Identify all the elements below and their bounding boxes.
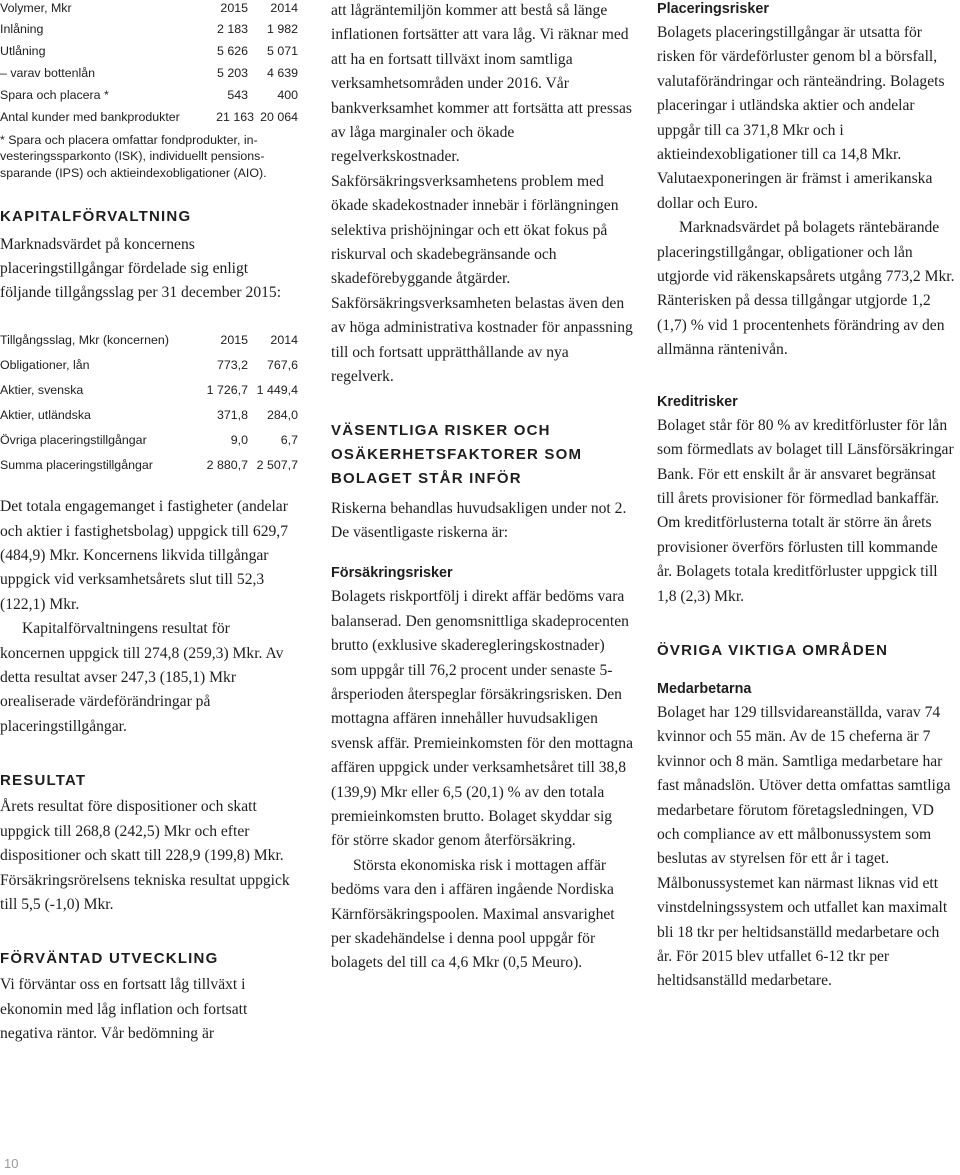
risker-paragraph: Riskerna behandlas huvudsakligen under not 2. De väsentligaste riskerna är: — [331, 499, 627, 541]
forvantad-paragraph: Vi förväntar oss en fortsatt låg tillväxt i ekonomin med låg inflation och fortsatt negativa räntor. Vår bedömning är — [0, 976, 248, 1043]
table-cell: Övriga placeringstillgångar — [0, 432, 147, 447]
table-header-cell: Volymer, Mkr — [0, 0, 72, 15]
kap-intro-paragraph: Marknadsvärdet på koncernens placeringstillgångar fördelade sig enligt följande tillgångsslag per 31 december 2015: — [0, 236, 282, 302]
kap-paragraph-1: Det totala engagemanget i fastigheter (andelar och aktier i fastighetsbolag) uppgick till 629,7 (484,9) Mkr. Koncernens likvida tillgångar uppgick vid verksamhetsårets slut till 52,3 (122,1) Mkr. — [0, 498, 288, 613]
table-row — [0, 402, 298, 427]
page-number: 10 — [4, 1156, 19, 1171]
subheading-kreditrisker: Kreditrisker — [657, 393, 738, 410]
table-cell: 21 163 — [216, 110, 254, 124]
table-cell: 2 183 — [216, 22, 248, 36]
table-cell: 9,0 — [230, 432, 248, 447]
kap-paragraph-2: Kapitalförvaltningens resultat för koncernen uppgick till 274,8 (259,3) Mkr. Av detta resultat avser 247,3 (185,1) Mkr orealiserade värdeförändringar på placeringstillgångar. — [0, 620, 284, 735]
footnote-line: * Spara och placera omfattar fondprodukter, in- — [0, 133, 258, 147]
table-cell: 5 626 — [216, 44, 248, 58]
table-row — [0, 18, 298, 40]
table-cell: 767,6 — [266, 357, 298, 372]
table-cell: 1 726,7 — [206, 382, 248, 397]
subheading-placeringsrisker: Placeringsrisker — [657, 1, 769, 17]
table-cell: 5 071 — [266, 44, 298, 58]
table-cell: Obligationer, lån — [0, 357, 90, 372]
table-header-cell: 2015 — [220, 0, 248, 15]
footnote — [0, 132, 298, 181]
table-row-total — [0, 452, 298, 477]
continued-paragraph: att lågräntemiljön kommer att bestå så länge inflationen fortsätter att vara låg. Vi räknar med att ha en fortsatt tillväxt inom samtliga verksamhetsområden under 2016. Vår bankverksamhet kommer att fortsätta att pressas av låga marginaler och ökade regelverkskostnader. Sakförsäkringsverksamhetens problem med ökade skadekostnader innebär i förlängningen selektiva prishöjningar och ett ökat fokus på riskurval och skadebegränsande och skadeförebyggande åtgärder. Sakförsäkringsverksamheten belastas även den av höga administrativa kostnader för anpassning till och fortsatt upprätthållande av nya regelverk. — [331, 2, 633, 386]
medarbetarna-paragraph: Bolaget har 129 tillsvidareanställda, varav 74 kvinnor och 55 män. Av de 15 cheferna är 7 kvinnor och 8 män. Samtliga medarbetare har fast månadslön. Utöver detta omfattas samtliga medarbetare förutom företagsledningen, VD och compliance av ett målbonussystem som beslutas av styrelsen för ett år i taget. Målbonussystemet kan närmast liknas vid ett vinstdelningssystem och utfallet kan maximalt bli 18 tkr per heltidsanställd medarbetare och år. För 2015 blev utfallet 6-12 tkr per heltidsanställd medarbetare. — [657, 703, 951, 990]
table-cell: 1 449,4 — [256, 382, 298, 397]
column-left — [0, 0, 298, 1047]
table-row — [0, 40, 298, 62]
table-row — [0, 62, 298, 84]
table-cell: 400 — [277, 88, 298, 102]
footnote-line: sparande (IPS) och aktieindexobligationer (AIO). — [0, 165, 267, 180]
forsakringsrisker-paragraph-2: Största ekonomiska risk i mottagen affär bedöms vara den i affären ingående Nordiska Kärnförsäkringspoolen. Maximal ansvarighet per skadehändelse i denna pool uppgår för bolagets del till ca 4,6 Mkr (0,5 Meuro). — [331, 856, 615, 972]
section-heading-resultat: RESULTAT — [0, 772, 87, 790]
forsakringsrisker-paragraph-1: Bolagets riskportfölj i direkt affär bedöms vara balanserad. Den genomsnittliga skadeprocenten brutto (exklusive skaderegleringskostnader) som uppgår till 76,2 procent under senaste 5-årsperioden återspeglar försäkringsrisken. Den mottagna affären innehåller huvudsakligen svensk affär. Premieinkomsten för den mottagna affären uppgick under verksamhetsåret till 38,8 (139,9) Mkr eller 6,5 (20,1) % av den totala premieinkomsten brutto. Bolaget skyddar sig för större skador genom återförsäkring. — [331, 588, 633, 850]
table-cell: 1 982 — [266, 22, 298, 36]
table-header-cell: 2014 — [270, 332, 298, 347]
column-middle — [331, 0, 633, 976]
table-cell: – varav bottenlån — [0, 66, 96, 80]
table-cell: 4 639 — [266, 66, 298, 80]
subheading-forsakringsrisker: Försäkringsrisker — [331, 565, 453, 582]
placeringsrisker-paragraph-1: Bolagets placeringstillgångar är utsatta för risken för värdeförluster genom bl a börsfall, valutaförändringar och ränteändring. Bolagets placeringar i utländska aktier och andelar uppgår till ca 371,8 Mkr och i aktieindexobligationer till ca 14,8 Mkr. Valutaexponeringen är främst i amerikanska dollar och Euro. — [657, 24, 945, 212]
table-row — [0, 106, 298, 128]
table-cell: Aktier, svenska — [0, 382, 84, 397]
subheading-medarbetarna: Medarbetarna — [657, 680, 752, 697]
asset-table-header — [0, 327, 298, 352]
volume-table-header — [0, 0, 298, 18]
table-row — [0, 377, 298, 402]
table-header-cell: 2015 — [220, 332, 248, 347]
section-heading-risker: VÄSENTLIGA RISKER OCH OSÄKERHETSFAKTORER SOM BOLAGET STÅR INFÖR — [331, 421, 583, 487]
table-cell: 773,2 — [216, 357, 248, 372]
section-heading-ovriga-omraden: ÖVRIGA VIKTIGA OMRÅDEN — [657, 641, 889, 659]
table-cell: Spara och placera * — [0, 88, 109, 102]
table-row — [0, 352, 298, 377]
table-cell: 284,0 — [266, 407, 298, 422]
table-cell: 2 507,7 — [256, 457, 298, 472]
column-right — [657, 0, 955, 994]
table-cell: Summa placeringstillgångar — [0, 457, 153, 472]
table-cell: 5 203 — [216, 66, 248, 80]
table-row — [0, 84, 298, 106]
resultat-paragraph: Årets resultat före dispositioner och skatt uppgick till 268,8 (242,5) Mkr och efter dispositioner och skatt till 228,9 (199,8) Mkr. Försäkringsrörelsens tekniska resultat uppgick till 5,5 (-1,0) Mkr. — [0, 798, 290, 913]
table-cell: 543 — [227, 88, 248, 102]
footnote-line: vesteringssparkonto (ISK), individuellt pensions- — [0, 149, 265, 164]
table-cell: Aktier, utländska — [0, 407, 91, 422]
table-cell: 371,8 — [216, 407, 248, 422]
table-cell: Utlåning — [0, 44, 46, 58]
section-heading-kapitalforvaltning: KAPITALFÖRVALTNING — [0, 208, 192, 226]
volume-table — [0, 0, 298, 128]
placeringsrisker-paragraph-2: Marknadsvärdet på bolagets räntebärande placeringstillgångar, obligationer och lån utgjorde vid räkenskapsårets utgång 773,2 Mkr. Ränterisken på dessa tillgångar utgjorde 1,2 (1,7) % vid 1 procentenhets förändring av den allmänna räntenivån. — [657, 219, 955, 359]
table-row — [0, 427, 298, 452]
asset-table — [0, 327, 298, 477]
table-cell: Antal kunder med bankprodukter — [0, 110, 180, 124]
table-header-cell: Tillgångsslag, Mkr (koncernen) — [0, 332, 169, 347]
section-heading-forvantad-utveckling: FÖRVÄNTAD UTVECKLING — [0, 950, 219, 968]
table-header-cell: 2014 — [270, 0, 298, 15]
kreditrisker-paragraph: Bolaget står för 80 % av kreditförluster för lån som förmedlats av bolaget till Länsförsäkringar Bank. För ett enskilt år är ansvaret begränsat till årets provisioner för förmedlad bankaffär. Om kreditförlusterna totalt är större än årets provisioner överförs förlusten till kommande år. Bolagets totala kreditförluster uppgick till 1,8 (2,3) Mkr. — [657, 416, 954, 605]
table-cell: 2 880,7 — [206, 457, 248, 472]
table-cell: 6,7 — [280, 432, 298, 447]
table-cell: Inlåning — [0, 22, 44, 36]
table-cell: 20 064 — [260, 110, 298, 124]
